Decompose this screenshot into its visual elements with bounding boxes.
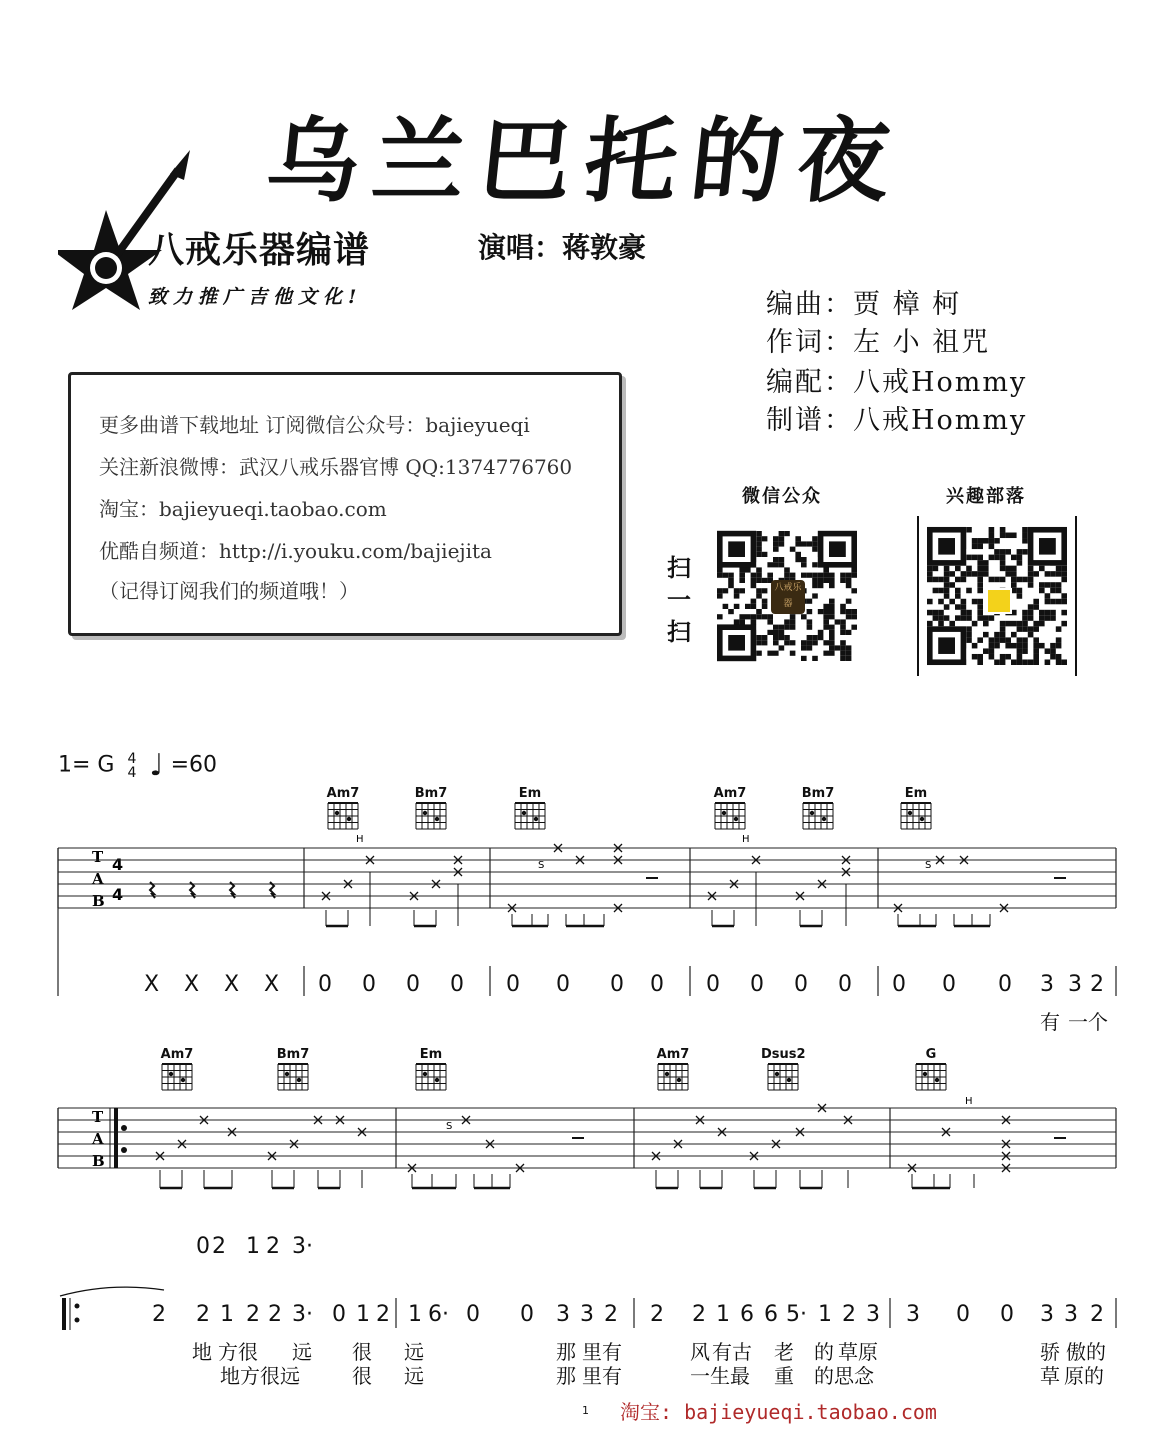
qr-center-logo: 八戒乐器 bbox=[771, 580, 805, 614]
chord-name: Am7 bbox=[656, 1047, 690, 1062]
lyric-word: 一个 bbox=[1068, 1010, 1108, 1034]
lyric-word: 地方很远 bbox=[220, 1364, 300, 1388]
scan-char-2: 一 bbox=[667, 585, 691, 614]
quarter-note-icon: ♩ bbox=[149, 748, 164, 783]
tab-letter: A bbox=[92, 870, 104, 888]
chord-name: Am7 bbox=[326, 786, 360, 801]
jianpu-note: 1 bbox=[246, 1234, 260, 1259]
jianpu-note: 0 bbox=[466, 1302, 480, 1327]
jianpu-note: 6 bbox=[764, 1302, 778, 1327]
jianpu-note: 1 bbox=[408, 1302, 422, 1327]
singer: 演唱：蒋敦豪 bbox=[478, 231, 647, 264]
chord-name: Am7 bbox=[160, 1047, 194, 1062]
lyric-word: 很 bbox=[352, 1340, 372, 1364]
lyric-word: 老 bbox=[774, 1340, 794, 1364]
jianpu-note: 0 bbox=[956, 1302, 970, 1327]
jianpu-note: 3 bbox=[906, 1302, 920, 1327]
jianpu-note: 3 bbox=[1040, 972, 1054, 997]
credit-lyricist: 作词：左 小 祖咒 bbox=[766, 327, 991, 358]
tab-letter: B bbox=[92, 1152, 105, 1170]
slide-mark: S bbox=[538, 860, 545, 871]
lyric-word: 远 bbox=[404, 1340, 424, 1364]
lyric-word: 有古 bbox=[712, 1340, 752, 1364]
brand-name: 八戒乐器编谱 bbox=[148, 230, 371, 271]
jianpu-note: 2 bbox=[604, 1302, 618, 1327]
tab-letter: T bbox=[92, 848, 104, 866]
jianpu-note: 2 bbox=[692, 1302, 706, 1327]
lyric-word: 傲的 bbox=[1066, 1340, 1106, 1364]
jianpu-note: 2 bbox=[266, 1234, 280, 1259]
lyric-word: 的 bbox=[814, 1340, 834, 1364]
tab-letter: B bbox=[92, 892, 105, 910]
time-sig-bottom: 4 bbox=[112, 885, 124, 904]
jianpu-note: 0 bbox=[942, 972, 956, 997]
chord-name: G bbox=[925, 1047, 937, 1062]
qr-label-wechat: 微信公众 bbox=[742, 486, 822, 507]
jianpu-note: X bbox=[224, 972, 240, 997]
jianpu-note: 2 bbox=[152, 1302, 166, 1327]
jianpu-note: X bbox=[264, 972, 280, 997]
jianpu-note: 1 bbox=[716, 1302, 730, 1327]
hammer-on-mark: H bbox=[965, 1096, 973, 1107]
key-signature: 1= G 4 4 ♩ =60 bbox=[58, 748, 217, 783]
jianpu-note: 2 bbox=[650, 1302, 664, 1327]
chord-name: Bm7 bbox=[276, 1047, 310, 1062]
lyric-word: 那 bbox=[556, 1340, 576, 1364]
jianpu-note: 1 bbox=[356, 1302, 370, 1327]
lyric-word: 骄 bbox=[1040, 1340, 1060, 1364]
lyric-word: 远 bbox=[292, 1340, 312, 1364]
jianpu-note: 5· bbox=[786, 1302, 807, 1327]
scan-char-1: 扫 bbox=[667, 553, 691, 582]
lyric-word: 很 bbox=[352, 1364, 372, 1388]
info-line-download: 更多曲谱下载地址 订阅微信公众号：bajieyueqi bbox=[99, 413, 530, 437]
jianpu-note: 0 bbox=[318, 972, 332, 997]
slide-mark: S bbox=[446, 1121, 453, 1132]
jianpu-note: 2 bbox=[376, 1302, 390, 1327]
jianpu-note: 1 bbox=[818, 1302, 832, 1327]
lyric-word: 有 bbox=[1040, 1010, 1060, 1034]
jianpu-note: X bbox=[144, 972, 160, 997]
tab-letter: A bbox=[92, 1130, 104, 1148]
jianpu-note: 0 bbox=[520, 1302, 534, 1327]
chord-name: Em bbox=[518, 786, 542, 801]
jianpu-note: 0 bbox=[794, 972, 808, 997]
lyric-word: 里有 bbox=[582, 1364, 622, 1388]
jianpu-note: 3 bbox=[580, 1302, 594, 1327]
lyric-word: 的思念 bbox=[814, 1364, 874, 1388]
qr-label-tribe: 兴趣部落 bbox=[946, 486, 1026, 507]
chord-name: Bm7 bbox=[801, 786, 835, 801]
info-line-taobao: 淘宝：bajieyueqi.taobao.com bbox=[99, 497, 387, 521]
jianpu-note: 0 bbox=[610, 972, 624, 997]
info-line-reminder: （记得订阅我们的频道哦！） bbox=[99, 579, 359, 603]
jianpu-note: 6 bbox=[740, 1302, 754, 1327]
credit-composer: 编曲：贾 樟 柯 bbox=[766, 289, 962, 320]
jianpu-note: 3 bbox=[866, 1302, 880, 1327]
credit-arranger: 编配：八戒Hommy bbox=[766, 367, 1028, 398]
lyric-word: 方很 bbox=[218, 1340, 258, 1364]
lyric-word: 风 bbox=[690, 1340, 710, 1364]
lyric-word: 一生最 bbox=[690, 1364, 750, 1388]
jianpu-note: 0 bbox=[998, 972, 1012, 997]
jianpu-note: 0 bbox=[506, 972, 520, 997]
jianpu-note: 3· bbox=[292, 1302, 313, 1327]
page-title: 乌兰巴托的夜 bbox=[261, 107, 909, 215]
jianpu-note: 2 bbox=[268, 1302, 282, 1327]
page-number: 1 bbox=[582, 1404, 589, 1417]
hammer-on-mark: H bbox=[356, 834, 364, 845]
lyric-word: 草 bbox=[1040, 1364, 1060, 1388]
credit-transcriber: 制谱：八戒Hommy bbox=[766, 405, 1028, 436]
jianpu-note: 3· bbox=[292, 1234, 313, 1259]
lyric-word: 远 bbox=[404, 1364, 424, 1388]
jianpu-note: X bbox=[184, 972, 200, 997]
brand-slogan: 致力推广吉他文化! bbox=[148, 286, 363, 308]
jianpu-note: 0 bbox=[332, 1302, 346, 1327]
jianpu-note: 2 bbox=[246, 1302, 260, 1327]
lyric-word: 地 bbox=[192, 1340, 212, 1364]
lyric-word: 草原 bbox=[838, 1340, 878, 1364]
jianpu-note: 2 bbox=[212, 1234, 226, 1259]
jianpu-note: 1 bbox=[220, 1302, 234, 1327]
jianpu-note: 2 bbox=[1090, 972, 1104, 997]
hammer-on-mark: H bbox=[742, 834, 750, 845]
jianpu-note: 0 bbox=[450, 972, 464, 997]
jianpu-note: 2 bbox=[1090, 1302, 1104, 1327]
time-sig-top: 4 bbox=[112, 855, 124, 874]
jianpu-note: 3 bbox=[1040, 1302, 1054, 1327]
slide-mark: S bbox=[925, 860, 932, 871]
jianpu-note: 0 bbox=[406, 972, 420, 997]
jianpu-note: 2 bbox=[842, 1302, 856, 1327]
jianpu-note: 0 bbox=[196, 1234, 210, 1259]
jianpu-note: 0 bbox=[362, 972, 376, 997]
chord-name: Bm7 bbox=[414, 786, 448, 801]
jianpu-note: 0 bbox=[650, 972, 664, 997]
jianpu-note: 0 bbox=[1000, 1302, 1014, 1327]
chord-name: Am7 bbox=[713, 786, 747, 801]
jianpu-note: 0 bbox=[556, 972, 570, 997]
jianpu-note: 2 bbox=[196, 1302, 210, 1327]
chord-name: Dsus2 bbox=[761, 1047, 806, 1062]
footer-taobao-link[interactable]: 淘宝: bajieyueqi.taobao.com bbox=[620, 1400, 937, 1424]
lyric-word: 重 bbox=[774, 1364, 794, 1388]
jianpu-note: 3 bbox=[556, 1302, 570, 1327]
jianpu-note: 0 bbox=[706, 972, 720, 997]
lyric-word: 里有 bbox=[582, 1340, 622, 1364]
jianpu-note: 0 bbox=[750, 972, 764, 997]
lyric-word: 原的 bbox=[1064, 1364, 1104, 1388]
jianpu-note: 0 bbox=[892, 972, 906, 997]
jianpu-note: 6· bbox=[428, 1302, 449, 1327]
jianpu-note: 3 bbox=[1064, 1302, 1078, 1327]
info-line-youku: 优酷自频道：http://i.youku.com/bajiejita bbox=[99, 539, 492, 563]
tab-letter: T bbox=[92, 1108, 104, 1126]
scan-char-3: 扫 bbox=[667, 617, 691, 646]
chord-name: Em bbox=[419, 1047, 443, 1062]
jianpu-note: 3 bbox=[1068, 972, 1082, 997]
jianpu-note: 0 bbox=[838, 972, 852, 997]
chord-name: Em bbox=[904, 786, 928, 801]
lyric-word: 那 bbox=[556, 1364, 576, 1388]
info-line-weibo: 关注新浪微博：武汉八戒乐器官博 QQ:1374776760 bbox=[99, 455, 573, 479]
